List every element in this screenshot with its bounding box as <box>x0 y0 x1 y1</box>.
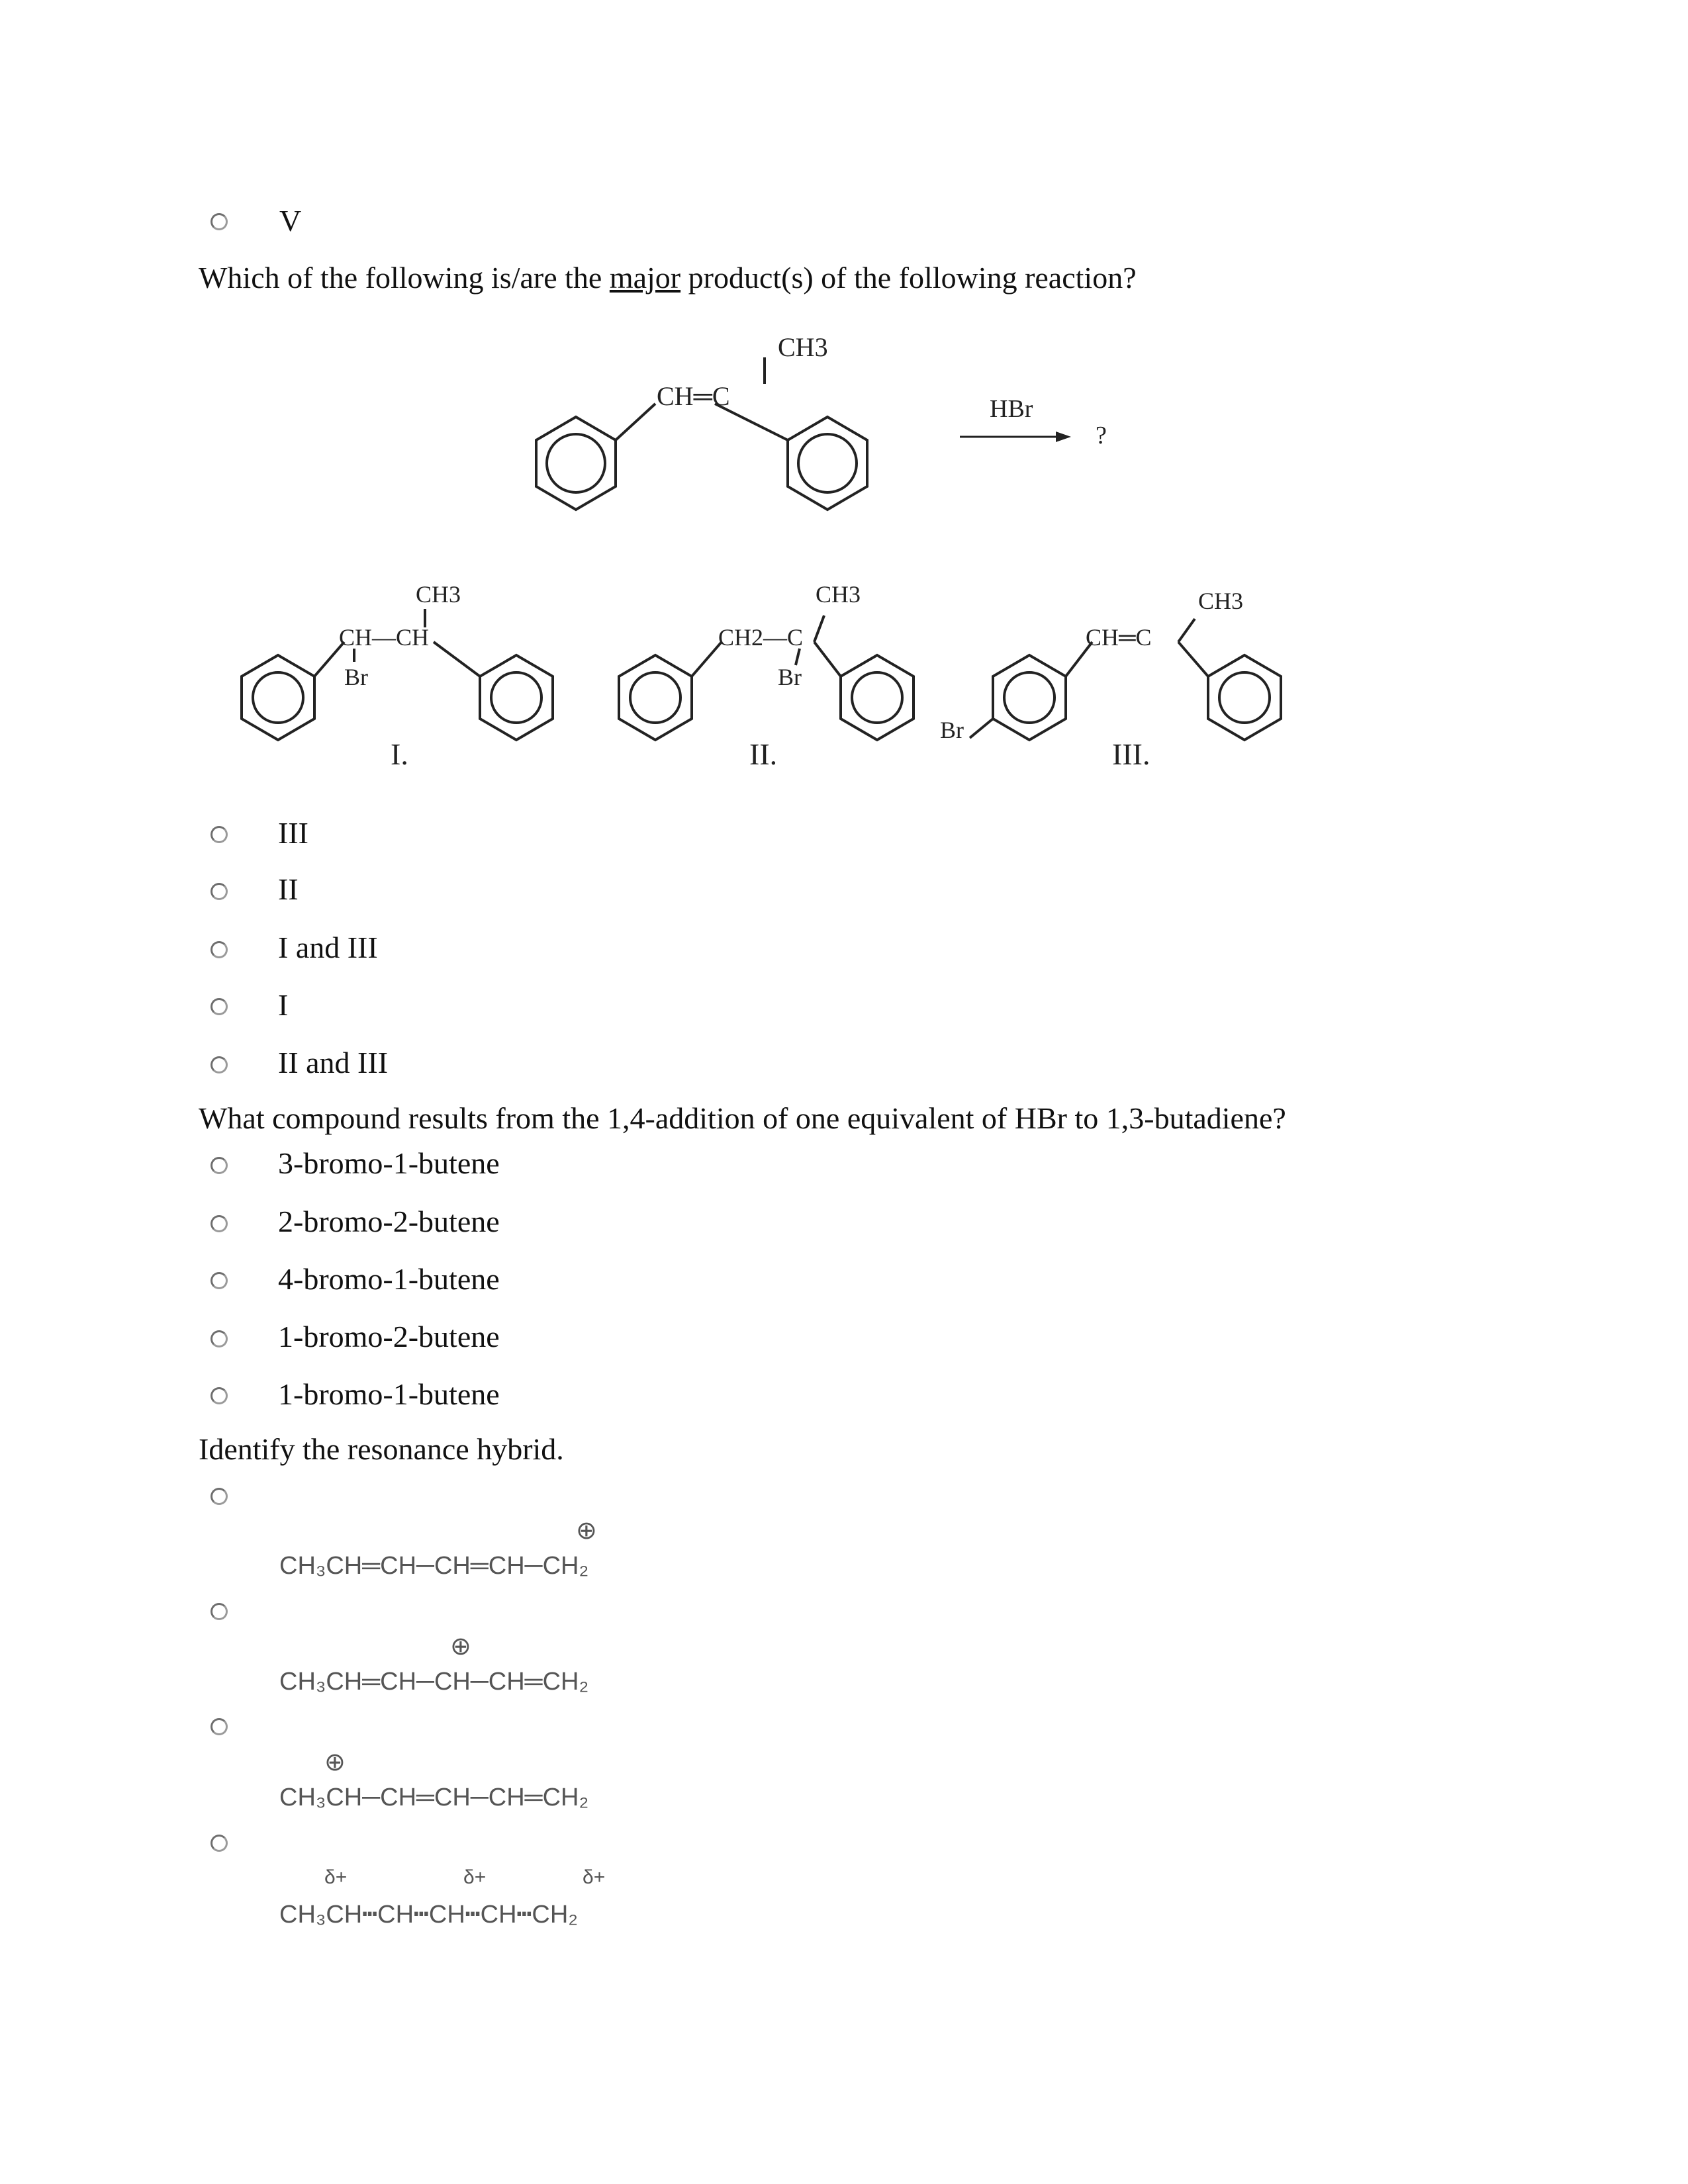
option-label-v: V <box>279 204 302 238</box>
q1-option-label: III <box>278 816 308 850</box>
structure-i-numeral: I. <box>391 737 408 771</box>
q1-option-label: I <box>278 988 289 1022</box>
q1-option-radio[interactable] <box>211 826 228 843</box>
q2-option-radio[interactable] <box>211 1157 228 1174</box>
reactant-methyl: CH3 <box>778 332 828 362</box>
q3-charge-symbol: ⊕ <box>324 1749 346 1776</box>
structure-i-methyl: CH3 <box>416 581 461 608</box>
q1-option-radio[interactable] <box>211 998 228 1015</box>
structure-i-chain: CH—CH <box>339 624 430 651</box>
structure-ii-br: Br <box>778 664 802 690</box>
structure-ii-numeral: II. <box>749 737 778 771</box>
q3-option-formula: CH₃CH═CH─CH─CH═CH₂ <box>279 1668 589 1696</box>
q1-option-label: I and III <box>278 931 378 964</box>
q2-option-radio[interactable] <box>211 1330 228 1347</box>
q1-option-label: II <box>278 872 299 906</box>
structure-iii-chain: CH═C <box>1086 624 1152 651</box>
q2-option-label: 3-bromo-1-butene <box>278 1146 500 1180</box>
reaction-scheme <box>516 324 1145 536</box>
q2-option-label: 1-bromo-2-butene <box>278 1320 500 1353</box>
reagent-label: HBr <box>990 395 1033 423</box>
option-radio-v[interactable] <box>211 213 228 230</box>
question-2-text: What compound results from the 1,4-addition of one equivalent of HBr to 1,3-butadiene? <box>199 1101 1286 1135</box>
structure-i-br: Br <box>344 664 368 690</box>
q2-option-radio[interactable] <box>211 1272 228 1289</box>
product-structures <box>232 576 1324 788</box>
q3-option-radio[interactable] <box>211 1603 228 1620</box>
q1-option-radio[interactable] <box>211 1056 228 1073</box>
q2-option-label: 2-bromo-2-butene <box>278 1205 500 1238</box>
structure-ii-methyl: CH3 <box>816 581 861 608</box>
q3-delta-symbol: δ+ <box>463 1866 487 1888</box>
reactant-vinyl: CH═C <box>657 381 730 411</box>
arrow-head-icon <box>1056 432 1071 442</box>
structure-iii-br: Br <box>940 717 964 743</box>
q3-option-radio[interactable] <box>211 1835 228 1852</box>
q2-option-label: 4-bromo-1-butene <box>278 1262 500 1296</box>
q3-charge-symbol: ⊕ <box>450 1633 471 1661</box>
structure-ii-chain: CH2—C <box>718 624 804 651</box>
question-1-text: Which of the following is/are the major product(s) of the following reaction? <box>199 261 1137 295</box>
q3-charge-symbol: ⊕ <box>576 1517 597 1545</box>
q3-option-formula: CH₃CH┅CH┅CH┅CH┅CH₂ <box>279 1901 579 1929</box>
q2-option-radio[interactable] <box>211 1215 228 1232</box>
q3-delta-symbol: δ+ <box>583 1866 606 1888</box>
q3-option-radio[interactable] <box>211 1718 228 1735</box>
q3-option-radio[interactable] <box>211 1488 228 1505</box>
q2-option-radio[interactable] <box>211 1387 228 1404</box>
q3-option-formula: CH₃CH═CH─CH═CH─CH₂ <box>279 1552 589 1580</box>
q2-option-label: 1-bromo-1-butene <box>278 1377 500 1411</box>
q1-option-radio[interactable] <box>211 941 228 958</box>
q3-option-formula: CH₃CH─CH═CH─CH═CH₂ <box>279 1784 589 1811</box>
structure-iii-methyl: CH3 <box>1198 588 1244 614</box>
q1-option-label: II and III <box>278 1046 389 1079</box>
q3-delta-symbol: δ+ <box>324 1866 348 1888</box>
reactant-structure <box>536 357 867 510</box>
structure-iii-numeral: III. <box>1112 737 1150 771</box>
q1-option-radio[interactable] <box>211 883 228 900</box>
product-unknown: ? <box>1096 422 1107 449</box>
question-3-text: Identify the resonance hybrid. <box>199 1432 564 1466</box>
